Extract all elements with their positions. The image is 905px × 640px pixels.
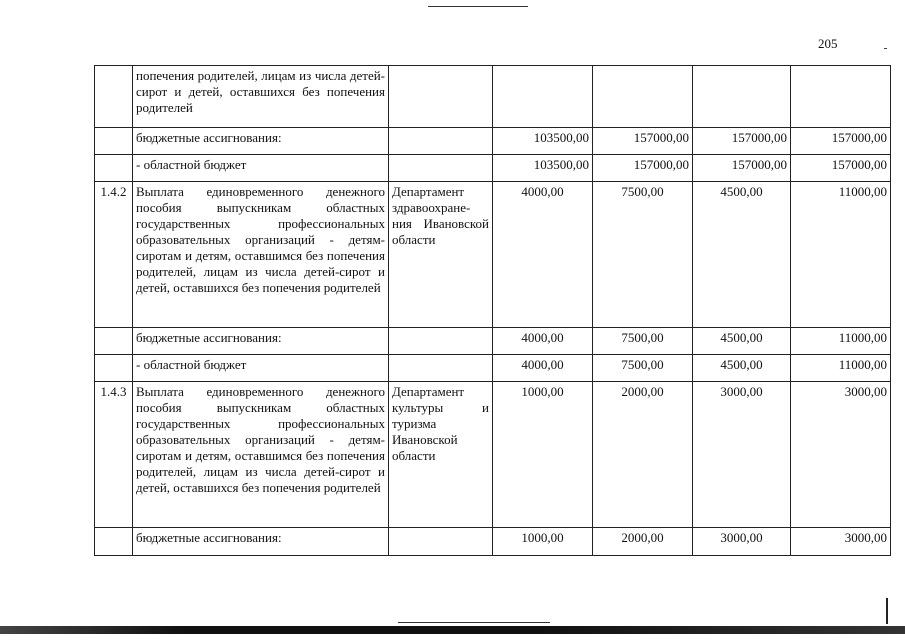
row-department	[389, 66, 493, 128]
table-row	[95, 128, 891, 155]
row-value-1	[493, 66, 593, 128]
top-rule	[428, 6, 528, 7]
row-value-2: 2000,00	[593, 528, 693, 556]
row-description: - областной бюджет	[133, 155, 389, 182]
row-value-3: 3000,00	[693, 528, 791, 556]
table-row	[95, 66, 891, 128]
row-department: Департамент здравоохране-ния Ивановской области	[389, 182, 493, 328]
row-value-2: 157000,00	[593, 128, 693, 155]
row-value-3: 4500,00	[693, 182, 791, 328]
table-row	[95, 182, 891, 328]
scan-edge-mark	[886, 598, 888, 624]
row-description: Выплата единовременного денежного пособия выпускникам областных государственных профессиональных образовательных организаций - детям-сиротам и детям, оставшимся без попечения родителей, лицам из числа детей-сирот и детей, оставшихся без попечения родителей	[133, 182, 389, 328]
row-value-2: 157000,00	[593, 155, 693, 182]
row-number	[95, 66, 133, 128]
row-number	[95, 155, 133, 182]
row-value-4: 157000,00	[791, 128, 891, 155]
row-value-3: 4500,00	[693, 328, 791, 355]
row-value-2: 7500,00	[593, 182, 693, 328]
row-value-1: 1000,00	[493, 382, 593, 528]
scan-bottom-edge	[0, 626, 905, 634]
row-department	[389, 528, 493, 556]
row-value-3: 157000,00	[693, 128, 791, 155]
table-row	[95, 382, 891, 528]
row-value-3: 157000,00	[693, 155, 791, 182]
row-value-4: 11000,00	[791, 328, 891, 355]
row-value-1: 4000,00	[493, 182, 593, 328]
row-value-4: 11000,00	[791, 355, 891, 382]
page-number: 205	[818, 36, 838, 51]
row-number: 1.4.2	[95, 182, 133, 328]
row-value-4: 3000,00	[791, 382, 891, 528]
row-description: бюджетные ассигнования:	[133, 528, 389, 556]
row-value-2: 7500,00	[593, 355, 693, 382]
row-value-1: 4000,00	[493, 355, 593, 382]
table-row	[95, 355, 891, 382]
table-row	[95, 328, 891, 355]
row-value-1: 103500,00	[493, 155, 593, 182]
row-value-2	[593, 66, 693, 128]
scan-mark	[884, 48, 887, 49]
row-description: - областной бюджет	[133, 355, 389, 382]
row-number	[95, 328, 133, 355]
bottom-rule	[398, 622, 550, 623]
row-department	[389, 155, 493, 182]
budget-table	[94, 65, 891, 556]
row-department	[389, 328, 493, 355]
row-number: 1.4.3	[95, 382, 133, 528]
row-department	[389, 128, 493, 155]
row-value-3	[693, 66, 791, 128]
row-value-3: 4500,00	[693, 355, 791, 382]
row-value-3: 3000,00	[693, 382, 791, 528]
row-department	[389, 355, 493, 382]
row-value-1: 4000,00	[493, 328, 593, 355]
row-description: бюджетные ассигнования:	[133, 128, 389, 155]
row-number	[95, 128, 133, 155]
row-value-2: 7500,00	[593, 328, 693, 355]
row-description: попечения родителей, лицам из числа детей-сирот и детей, оставшихся без попечения родителей	[133, 66, 389, 128]
row-value-4: 11000,00	[791, 182, 891, 328]
row-department: Департамент культуры и туризма Ивановской области	[389, 382, 493, 528]
table-row	[95, 155, 891, 182]
row-number	[95, 355, 133, 382]
row-description: бюджетные ассигнования:	[133, 328, 389, 355]
row-value-4: 157000,00	[791, 155, 891, 182]
row-value-4: 3000,00	[791, 528, 891, 556]
table-row	[95, 528, 891, 556]
row-number	[95, 528, 133, 556]
row-value-1: 1000,00	[493, 528, 593, 556]
row-value-1: 103500,00	[493, 128, 593, 155]
row-description: Выплата единовременного денежного пособия выпускникам областных государственных профессиональных образовательных организаций - детям-сиротам и детям, оставшимся без попечения родителей, лицам из числа детей-сирот и детей, оставшихся без попечения родителей	[133, 382, 389, 528]
row-value-2: 2000,00	[593, 382, 693, 528]
row-value-4	[791, 66, 891, 128]
